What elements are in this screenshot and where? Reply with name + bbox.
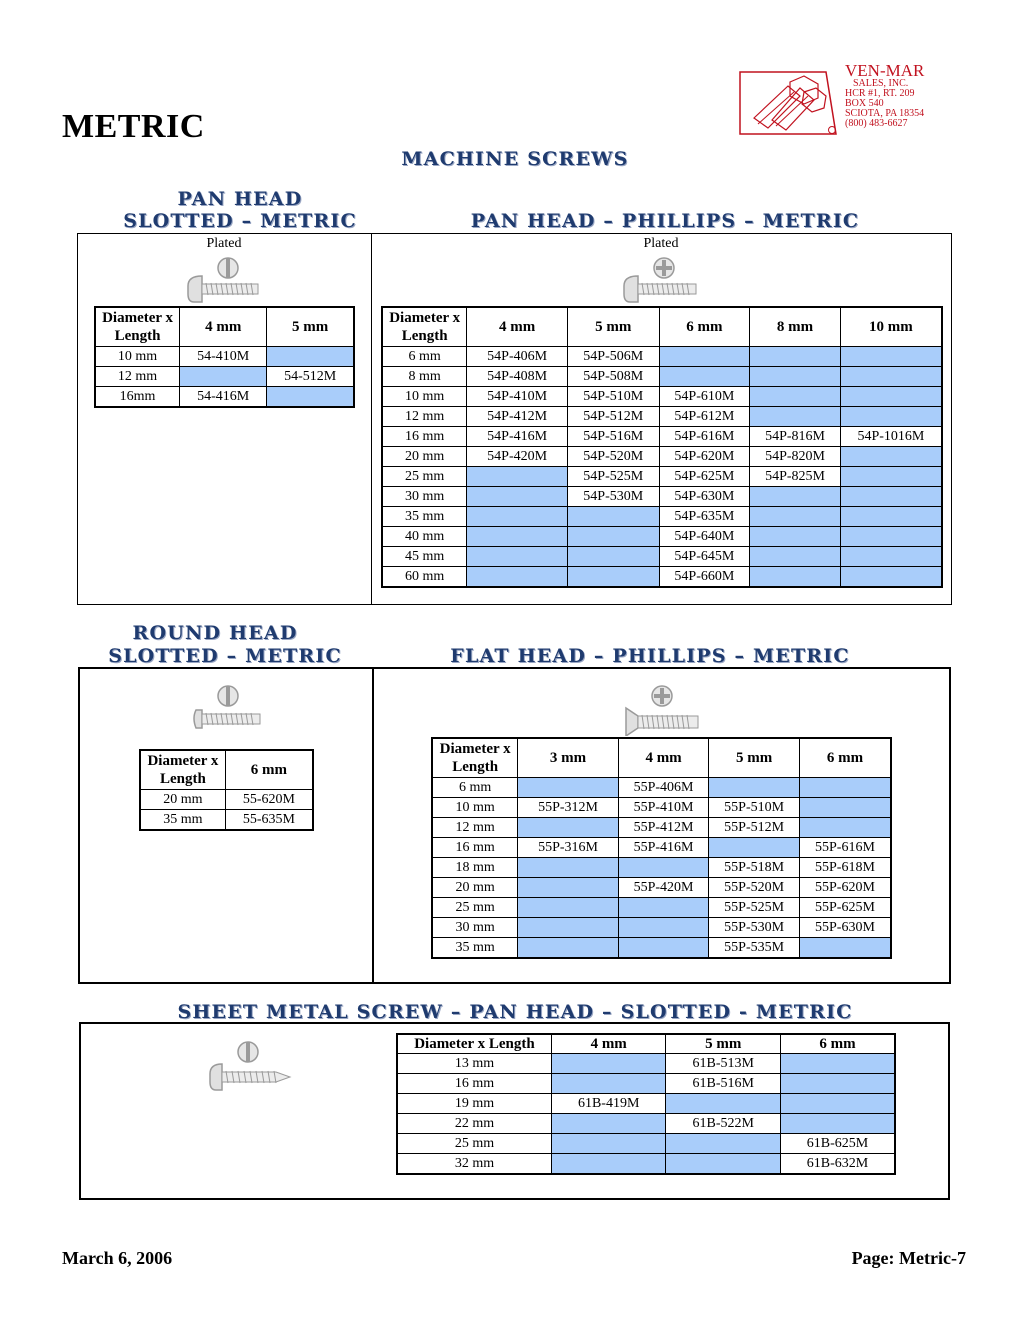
table-row <box>432 818 891 838</box>
unavailable-cell <box>840 487 942 507</box>
table-row <box>397 1154 895 1175</box>
part-number-cell: 54P-630M <box>659 487 750 507</box>
part-number-cell: 54P-516M <box>567 427 659 447</box>
part-number-cell: 55P-510M <box>709 798 800 818</box>
part-number-cell: 54P-530M <box>567 487 659 507</box>
length-cell: 6 mm <box>382 347 467 367</box>
length-cell: 32 mm <box>397 1154 551 1175</box>
unavailable-cell <box>518 938 618 959</box>
unavailable-cell <box>567 507 659 527</box>
unavailable-cell <box>840 507 942 527</box>
pan-phillips-screw-icon <box>622 256 702 304</box>
part-number-cell: 54P-508M <box>567 367 659 387</box>
pan-phillips-title: PAN HEAD – PHILLIPS – METRIC <box>470 210 860 232</box>
table-row <box>140 810 313 831</box>
part-number-cell: 54P-635M <box>659 507 750 527</box>
part-number-cell: 54P-640M <box>659 527 750 547</box>
part-number-cell: 61B-513M <box>666 1054 781 1074</box>
company-addr1: HCR #1, RT. 209 <box>845 88 915 99</box>
part-number-cell: 61B-632M <box>780 1154 895 1175</box>
table-row <box>95 347 354 367</box>
unavailable-cell <box>709 838 800 858</box>
unavailable-cell <box>567 547 659 567</box>
unavailable-cell <box>750 527 841 547</box>
unavailable-cell <box>780 1074 895 1094</box>
unavailable-cell <box>709 778 800 798</box>
table-row <box>397 1094 895 1114</box>
part-number-cell: 54P-612M <box>659 407 750 427</box>
sheet-metal-screw-icon <box>208 1040 294 1092</box>
length-cell: 10 mm <box>95 347 180 367</box>
unavailable-cell <box>840 347 942 367</box>
length-cell: 35 mm <box>382 507 467 527</box>
part-number-cell: 55P-620M <box>799 878 891 898</box>
table-row <box>432 878 891 898</box>
unavailable-cell <box>799 798 891 818</box>
unavailable-cell <box>840 387 942 407</box>
part-number-cell: 55P-412M <box>618 818 709 838</box>
size-column-header: 4 mm <box>618 738 709 778</box>
length-cell: 19 mm <box>397 1094 551 1114</box>
unavailable-cell <box>659 347 750 367</box>
unavailable-cell <box>840 567 942 588</box>
unavailable-cell <box>467 467 568 487</box>
part-number-cell: 55P-316M <box>518 838 618 858</box>
unavailable-cell <box>618 898 709 918</box>
length-cell: 16 mm <box>397 1074 551 1094</box>
table-row <box>432 798 891 818</box>
unavailable-cell <box>750 387 841 407</box>
part-number-cell: 54P-610M <box>659 387 750 407</box>
part-number-cell: 54P-406M <box>467 347 568 367</box>
unavailable-cell <box>840 547 942 567</box>
size-column-header: 6 mm <box>659 307 750 347</box>
part-number-cell: 54P-512M <box>567 407 659 427</box>
diameter-length-header: Diameter x Length <box>397 1034 551 1054</box>
plated-label-phillips: Plated <box>643 236 679 251</box>
table-row <box>382 407 942 427</box>
sheet-metal-table <box>396 1033 896 1175</box>
unavailable-cell <box>750 567 841 588</box>
company-name: VEN-MAR <box>845 61 925 80</box>
diameter-length-header: Diameter x Length <box>382 307 467 347</box>
part-number-cell: 55P-512M <box>709 818 800 838</box>
unavailable-cell <box>659 367 750 387</box>
footer-page: Page: Metric-7 <box>851 1248 966 1268</box>
part-number-cell: 54P-420M <box>467 447 568 467</box>
part-number-cell: 54P-1016M <box>840 427 942 447</box>
part-number-cell: 55P-616M <box>799 838 891 858</box>
part-number-cell: 55-635M <box>225 810 313 831</box>
part-number-cell: 54-410M <box>180 347 267 367</box>
unavailable-cell <box>267 387 354 408</box>
table-row <box>382 387 942 407</box>
part-number-cell: 54P-816M <box>750 427 841 447</box>
unavailable-cell <box>750 367 841 387</box>
length-cell: 8 mm <box>382 367 467 387</box>
round-flat-divider <box>372 667 374 984</box>
unavailable-cell <box>518 858 618 878</box>
table-row <box>382 347 942 367</box>
part-number-cell: 54P-510M <box>567 387 659 407</box>
part-number-cell: 55P-520M <box>709 878 800 898</box>
unavailable-cell <box>551 1074 666 1094</box>
table-row <box>382 447 942 467</box>
unavailable-cell <box>840 407 942 427</box>
part-number-cell: 54P-520M <box>567 447 659 467</box>
unavailable-cell <box>799 818 891 838</box>
length-cell: 30 mm <box>432 918 518 938</box>
length-cell: 12 mm <box>382 407 467 427</box>
unavailable-cell <box>840 367 942 387</box>
length-cell: 20 mm <box>382 447 467 467</box>
part-number-cell: 55P-618M <box>799 858 891 878</box>
length-cell: 40 mm <box>382 527 467 547</box>
part-number-cell: 61B-522M <box>666 1114 781 1134</box>
length-cell: 18 mm <box>432 858 518 878</box>
length-cell: 20 mm <box>432 878 518 898</box>
part-number-cell: 54P-506M <box>567 347 659 367</box>
unavailable-cell <box>750 487 841 507</box>
flat-phillips-title: FLAT HEAD – PHILLIPS – METRIC <box>450 645 850 667</box>
size-column-header: 6 mm <box>799 738 891 778</box>
flat-phillips-screw-icon <box>624 684 704 736</box>
part-number-cell: 54P-408M <box>467 367 568 387</box>
company-sub: SALES, INC. <box>853 78 909 89</box>
table-row <box>432 938 891 959</box>
table-header-row <box>95 307 354 347</box>
page-title: METRIC <box>62 108 205 145</box>
table-row <box>382 367 942 387</box>
unavailable-cell <box>267 347 354 367</box>
table-row <box>432 838 891 858</box>
length-cell: 13 mm <box>397 1054 551 1074</box>
pan-slotted-title-1: PAN HEAD <box>177 188 303 210</box>
pan-slotted-screw-icon <box>186 256 266 304</box>
unavailable-cell <box>750 347 841 367</box>
table-row <box>382 527 942 547</box>
footer-date: March 6, 2006 <box>62 1248 173 1268</box>
table-header-row <box>432 738 891 778</box>
company-addr3: SCIOTA, PA 18354 <box>845 108 925 119</box>
length-cell: 35 mm <box>140 810 225 831</box>
unavailable-cell <box>750 547 841 567</box>
unavailable-cell <box>618 918 709 938</box>
part-number-cell: 55P-416M <box>618 838 709 858</box>
length-cell: 45 mm <box>382 547 467 567</box>
table-row <box>95 367 354 387</box>
table-row <box>382 467 942 487</box>
unavailable-cell <box>666 1154 781 1175</box>
size-column-header: 5 mm <box>267 307 354 347</box>
length-cell: 12 mm <box>432 818 518 838</box>
unavailable-cell <box>467 507 568 527</box>
part-number-cell: 55P-312M <box>518 798 618 818</box>
length-cell: 16 mm <box>382 427 467 447</box>
table-header-row <box>140 750 313 790</box>
table-row <box>432 898 891 918</box>
unavailable-cell <box>780 1114 895 1134</box>
diameter-length-header: Diameter x Length <box>140 750 225 790</box>
unavailable-cell <box>780 1054 895 1074</box>
pan-phillips-table <box>381 306 943 588</box>
table-header-row <box>397 1034 895 1054</box>
part-number-cell: 54P-412M <box>467 407 568 427</box>
part-number-cell: 55-620M <box>225 790 313 810</box>
size-column-header: 4 mm <box>180 307 267 347</box>
diameter-length-header: Diameter x Length <box>432 738 518 778</box>
unavailable-cell <box>518 778 618 798</box>
flat-phillips-table <box>431 737 892 959</box>
table-row <box>397 1114 895 1134</box>
part-number-cell: 55P-625M <box>799 898 891 918</box>
machine-screws-title: MACHINE SCREWS <box>401 148 629 170</box>
round-slotted-title-2: SLOTTED – METRIC <box>108 645 342 667</box>
length-cell: 25 mm <box>432 898 518 918</box>
size-column-header: 5 mm <box>709 738 800 778</box>
part-number-cell: 55P-410M <box>618 798 709 818</box>
size-column-header: 4 mm <box>467 307 568 347</box>
table-row <box>432 778 891 798</box>
part-number-cell: 54P-645M <box>659 547 750 567</box>
unavailable-cell <box>567 527 659 547</box>
length-cell: 35 mm <box>432 938 518 959</box>
part-number-cell: 61B-516M <box>666 1074 781 1094</box>
length-cell: 16mm <box>95 387 180 408</box>
part-number-cell: 54P-660M <box>659 567 750 588</box>
pan-slotted-title-2: SLOTTED – METRIC <box>123 210 357 232</box>
length-cell: 60 mm <box>382 567 467 588</box>
table-row <box>382 487 942 507</box>
length-cell: 25 mm <box>397 1134 551 1154</box>
part-number-cell: 54P-625M <box>659 467 750 487</box>
length-cell: 30 mm <box>382 487 467 507</box>
table-header-row <box>382 307 942 347</box>
part-number-cell: 61B-419M <box>551 1094 666 1114</box>
length-cell: 12 mm <box>95 367 180 387</box>
part-number-cell: 54P-416M <box>467 427 568 447</box>
unavailable-cell <box>551 1134 666 1154</box>
unavailable-cell <box>467 487 568 507</box>
part-number-cell: 54-416M <box>180 387 267 408</box>
table-row <box>382 547 942 567</box>
unavailable-cell <box>750 507 841 527</box>
size-column-header: 6 mm <box>780 1034 895 1054</box>
unavailable-cell <box>666 1134 781 1154</box>
part-number-cell: 55P-525M <box>709 898 800 918</box>
part-number-cell: 54P-820M <box>750 447 841 467</box>
unavailable-cell <box>567 567 659 588</box>
part-number-cell: 54P-525M <box>567 467 659 487</box>
length-cell: 22 mm <box>397 1114 551 1134</box>
unavailable-cell <box>180 367 267 387</box>
round-slotted-title-1: ROUND HEAD <box>132 622 298 644</box>
table-row <box>140 790 313 810</box>
size-column-header: 10 mm <box>840 307 942 347</box>
part-number-cell: 54P-620M <box>659 447 750 467</box>
company-phone: (800) 483-6627 <box>845 118 908 129</box>
part-number-cell: 61B-625M <box>780 1134 895 1154</box>
part-number-cell: 55P-518M <box>709 858 800 878</box>
unavailable-cell <box>840 447 942 467</box>
unavailable-cell <box>799 938 891 959</box>
part-number-cell: 54P-410M <box>467 387 568 407</box>
size-column-header: 8 mm <box>750 307 841 347</box>
unavailable-cell <box>750 407 841 427</box>
unavailable-cell <box>551 1154 666 1175</box>
unavailable-cell <box>518 898 618 918</box>
unavailable-cell <box>467 547 568 567</box>
part-number-cell: 54P-616M <box>659 427 750 447</box>
size-column-header: 5 mm <box>666 1034 781 1054</box>
table-row <box>397 1074 895 1094</box>
part-number-cell: 55P-406M <box>618 778 709 798</box>
unavailable-cell <box>551 1114 666 1134</box>
part-number-cell: 54P-825M <box>750 467 841 487</box>
unavailable-cell <box>780 1094 895 1114</box>
part-number-cell: 55P-530M <box>709 918 800 938</box>
size-column-header: 6 mm <box>225 750 313 790</box>
table-row <box>397 1134 895 1154</box>
table-row <box>382 507 942 527</box>
round-slotted-table <box>139 749 314 831</box>
unavailable-cell <box>666 1094 781 1114</box>
part-number-cell: 55P-420M <box>618 878 709 898</box>
table-row <box>432 858 891 878</box>
unavailable-cell <box>518 818 618 838</box>
unavailable-cell <box>518 878 618 898</box>
part-number-cell: 55P-630M <box>799 918 891 938</box>
table-row <box>95 387 354 408</box>
table-row <box>382 567 942 588</box>
length-cell: 25 mm <box>382 467 467 487</box>
unavailable-cell <box>518 918 618 938</box>
unavailable-cell <box>840 527 942 547</box>
part-number-cell: 55P-535M <box>709 938 800 959</box>
table-row <box>397 1054 895 1074</box>
pan-head-divider <box>371 233 372 605</box>
unavailable-cell <box>840 467 942 487</box>
size-column-header: 5 mm <box>567 307 659 347</box>
size-column-header: 3 mm <box>518 738 618 778</box>
unavailable-cell <box>467 567 568 588</box>
plated-label-slotted: Plated <box>206 236 242 251</box>
round-slotted-screw-icon <box>192 684 272 734</box>
length-cell: 10 mm <box>382 387 467 407</box>
length-cell: 10 mm <box>432 798 518 818</box>
unavailable-cell <box>467 527 568 547</box>
pan-slotted-table <box>94 306 355 408</box>
part-number-cell: 54-512M <box>267 367 354 387</box>
table-row <box>382 427 942 447</box>
unavailable-cell <box>618 858 709 878</box>
unavailable-cell <box>799 778 891 798</box>
unavailable-cell <box>618 938 709 959</box>
sheet-metal-title: SHEET METAL SCREW – PAN HEAD – SLOTTED - METRIC <box>177 1001 853 1023</box>
length-cell: 20 mm <box>140 790 225 810</box>
venmar-address <box>845 62 924 129</box>
diameter-length-header: Diameter x Length <box>95 307 180 347</box>
unavailable-cell <box>551 1054 666 1074</box>
size-column-header: 4 mm <box>551 1034 666 1054</box>
table-row <box>432 918 891 938</box>
company-addr2: BOX 540 <box>845 98 884 109</box>
length-cell: 16 mm <box>432 838 518 858</box>
length-cell: 6 mm <box>432 778 518 798</box>
venmar-logo <box>738 68 838 136</box>
